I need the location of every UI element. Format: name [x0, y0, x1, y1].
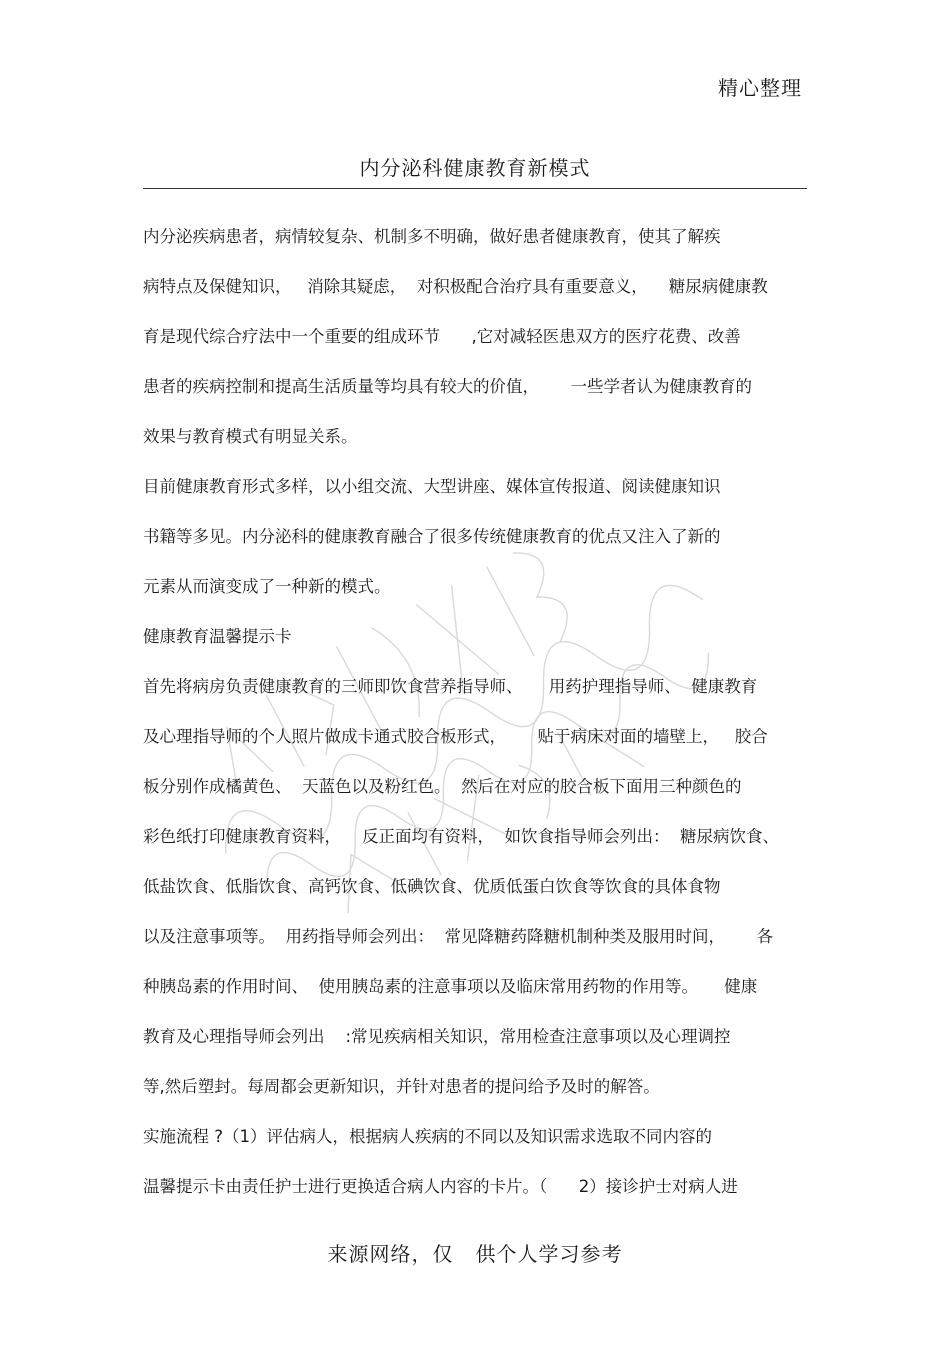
- body-line: 元素从而演变成了一种新的模式。: [143, 577, 391, 596]
- body-line: 育是现代综合疗法中一个重要的组成环节 ,它对减轻医患双方的医疗花费、改善: [143, 327, 741, 346]
- document-title: 内分泌科健康教育新模式: [359, 156, 591, 180]
- body-line: 以及注意事项等。 用药指导师会列出： 常见降糖药降糖机制种类及服用时间， 各: [143, 927, 773, 946]
- body-line: 实施流程 ?（1）评估病人，根据病人疾病的不同以及知识需求选取不同内容的: [143, 1127, 713, 1146]
- body-line: 温馨提示卡由责任护士进行更换适合病人内容的卡片。（ 2）接诊护士对病人进: [143, 1177, 738, 1196]
- body-line: 效果与教育模式有明显关系。: [143, 427, 358, 446]
- title-divider: [143, 188, 807, 189]
- body-line: 低盐饮食、低脂饮食、高钙饮食、低碘饮食、优质低蛋白饮食等饮食的具体食物: [143, 877, 721, 896]
- body-line: 首先将病房负责健康教育的三师即饮食营养指导师、 用药护理指导师、 健康教育: [143, 677, 758, 696]
- section-heading: 健康教育温馨提示卡: [143, 627, 292, 646]
- body-line: 及心理指导师的个人照片做成卡通式胶合板形式， 贴于病床对面的墙壁上， 胶合: [143, 727, 768, 746]
- body-line: 教育及心理指导师会列出 :常见疾病相关知识，常用检查注意事项以及心理调控: [143, 1027, 731, 1046]
- body-line: 种胰岛素的作用时间、 使用胰岛素的注意事项以及临床常用药物的作用等。 健康: [143, 977, 758, 996]
- header-mark: 精心整理: [718, 76, 802, 100]
- document-body: [143, 222, 807, 1222]
- body-line: 板分别作成橘黄色、 天蓝色以及粉红色。 然后在对应的胶合板下面用三种颜色的: [143, 777, 742, 796]
- body-line: 书籍等多见。内分泌科的健康教育融合了很多传统健康教育的优点又注入了新的: [143, 527, 721, 546]
- body-line: 等,然后塑封。每周都会更新知识，并针对患者的提问给予及时的解答。: [143, 1077, 660, 1096]
- footer-note: 来源网络，仅 供个人学习参考: [327, 1242, 623, 1266]
- body-line: 彩色纸打印健康教育资料， 反正面均有资料， 如饮食指导师会列出： 糖尿病饮食、: [143, 827, 779, 846]
- body-line: 目前健康教育形式多样，以小组交流、大型讲座、媒体宣传报道、阅读健康知识: [143, 477, 721, 496]
- body-line: 病特点及保健知识， 消除其疑虑， 对积极配合治疗具有重要意义， 糖尿病健康教: [143, 277, 768, 296]
- body-line: 患者的疾病控制和提高生活质量等均具有较大的价值， 一些学者认为健康教育的: [143, 377, 752, 396]
- body-line: 内分泌疾病患者，病情较复杂、机制多不明确，做好患者健康教育，使其了解疾: [143, 227, 721, 246]
